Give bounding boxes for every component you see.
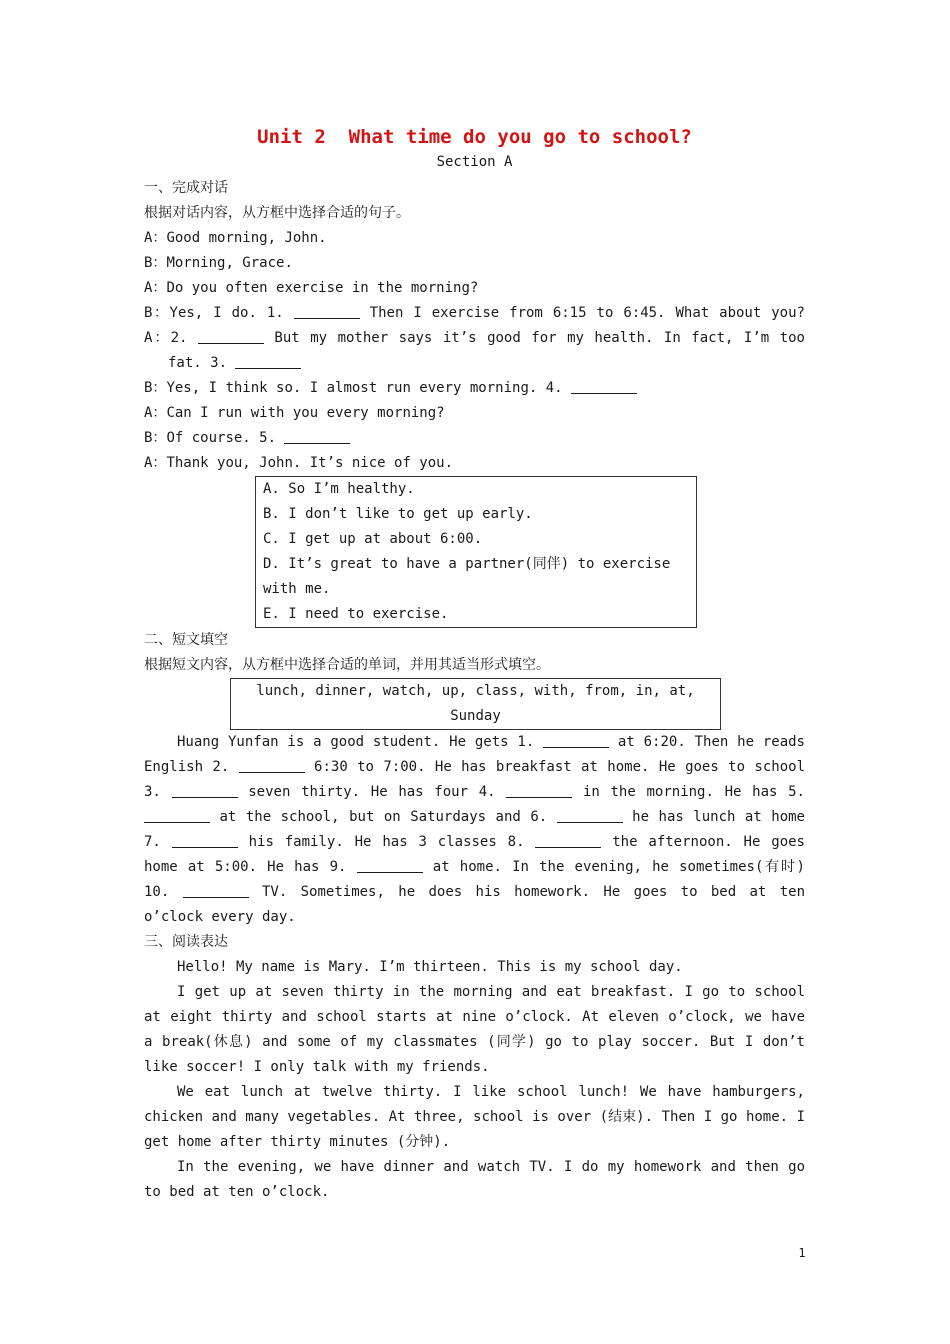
answer-blank[interactable]	[357, 858, 423, 873]
word-bank-line: Sunday	[450, 708, 501, 724]
part1-instruction: 根据对话内容，从方框中选择合适的句子。	[144, 205, 410, 221]
page-content	[144, 122, 805, 1205]
speaker: B：	[144, 380, 167, 396]
dialogue-text: fat. 3.	[168, 355, 236, 371]
speaker: A：	[144, 230, 167, 246]
passage-line	[144, 755, 805, 780]
answer-blank[interactable]	[144, 808, 210, 823]
passage-text: TV. Sometimes, he does his homework. He goes to bed at ten	[248, 884, 805, 900]
passage-text: at home. In the evening, he sometimes(有时)	[422, 859, 805, 875]
speaker: A：	[144, 405, 167, 421]
dialogue-line	[144, 401, 805, 426]
dialogue-line	[144, 326, 805, 351]
dialogue-text: Thank you, John. It’s nice of you.	[166, 455, 454, 471]
passage-text: 6:30 to 7:00. He has breakfast at home. He goes to school	[304, 759, 805, 775]
answer-blank[interactable]	[294, 304, 360, 319]
part3-heading: 三、阅读表达	[144, 934, 228, 950]
reading-paragraph: Hello! My name is Mary. I’m thirteen. This is my school day.	[177, 959, 683, 975]
answer-blank[interactable]	[235, 354, 301, 369]
option-item: B. I don’t like to get up early.	[263, 506, 533, 522]
passage-text: at the school, but on Saturdays and 6.	[210, 809, 557, 825]
answer-blank[interactable]	[284, 429, 350, 444]
passage-text: English 2.	[144, 759, 239, 775]
speaker: B：	[144, 430, 167, 446]
dialogue-text: Then I exercise from 6:15 to 6:45. What about you?	[359, 305, 805, 321]
reading-paragraph: In the evening, we have dinner and watch TV. I do my homework and then go to bed at ten o’clock.	[144, 1159, 805, 1200]
passage-text: o’clock every day.	[144, 909, 296, 925]
passage-text: in the morning. He has 5.	[572, 784, 805, 800]
answer-blank[interactable]	[571, 379, 637, 394]
part1-heading: 一、完成对话	[144, 180, 228, 196]
passage-line	[144, 880, 805, 905]
answer-blank[interactable]	[557, 808, 623, 823]
passage-text: 3.	[144, 784, 172, 800]
passage-line	[144, 780, 805, 805]
dialogue-line	[144, 301, 805, 326]
reading-paragraph: I get up at seven thirty in the morning and eat breakfast. I go to school at eight thirty and school starts at nine o’clock. At eleven o’clock, we have a break(休息) and some of my classmates (同学) go to play soccer. But I don’t like soccer! I only talk with my friends.	[144, 984, 805, 1075]
passage-text: seven thirty. He has four 4.	[237, 784, 507, 800]
dialogue-text: Of course. 5.	[166, 430, 285, 446]
passage-line	[144, 830, 805, 855]
passage-text: his family. He has 3 classes 8.	[237, 834, 536, 850]
answer-blank[interactable]	[183, 883, 249, 898]
option-item: C. I get up at about 6:00.	[263, 531, 483, 547]
answer-blank[interactable]	[172, 833, 238, 848]
section-subtitle: Section A	[436, 154, 513, 170]
dialogue-line	[144, 426, 805, 451]
passage-line	[144, 730, 805, 755]
part2-heading: 二、短文填空	[144, 632, 228, 648]
dialogue-text: Good morning, John.	[166, 230, 327, 246]
option-item: E. I need to exercise.	[263, 606, 449, 622]
answer-blank[interactable]	[172, 783, 238, 798]
passage-text: the afternoon. He goes	[601, 834, 805, 850]
passage-line	[144, 905, 805, 930]
dialogue-line	[144, 451, 805, 476]
page-number: 1	[798, 1246, 806, 1260]
speaker: A：	[144, 330, 171, 346]
speaker: B：	[144, 255, 167, 271]
option-item: with me.	[263, 581, 331, 597]
answer-blank[interactable]	[506, 783, 572, 798]
dialogue-line	[144, 376, 805, 401]
answer-blank[interactable]	[543, 733, 609, 748]
passage-text: he has lunch at home	[622, 809, 805, 825]
dialogue-text: But my mother says it’s good for my health. In fact, I’m too	[263, 330, 805, 346]
dialogue-text: Yes, I think so. I almost run every morning. 4.	[166, 380, 572, 396]
dialogue-line	[144, 251, 805, 276]
passage-text: 10.	[144, 884, 183, 900]
options-box	[255, 476, 697, 628]
option-item: A. So I’m healthy.	[263, 481, 415, 497]
passage-text: home at 5:00. He has 9.	[144, 859, 357, 875]
dialogue-text: 2.	[170, 330, 198, 346]
speaker: A：	[144, 455, 167, 471]
dialogue-text: Morning, Grace.	[166, 255, 293, 271]
answer-blank[interactable]	[535, 833, 601, 848]
page-title: Unit 2 What time do you go to school?	[257, 126, 692, 148]
dialogue-text: Can I run with you every morning?	[166, 405, 445, 421]
passage-line	[144, 805, 805, 830]
speaker: B：	[144, 305, 170, 321]
passage-text: at 6:20. Then he reads	[609, 734, 805, 750]
passage-text: 7.	[144, 834, 172, 850]
dialogue-text: Yes, I do. 1.	[169, 305, 294, 321]
word-bank-line: lunch, dinner, watch, up, class, with, from, in, at,	[256, 683, 695, 699]
passage-text: Huang Yunfan is a good student. He gets 1.	[177, 734, 544, 750]
dialogue-text: Do you often exercise in the morning?	[166, 280, 479, 296]
word-bank-box	[230, 678, 721, 730]
dialogue-line	[144, 276, 805, 301]
dialogue-line	[144, 226, 805, 251]
answer-blank[interactable]	[198, 329, 264, 344]
part2-instruction: 根据短文内容，从方框中选择合适的单词，并用其适当形式填空。	[144, 657, 550, 673]
speaker: A：	[144, 280, 167, 296]
option-item: D. It’s great to have a partner(同伴) to exercise	[263, 556, 671, 572]
reading-paragraph: We eat lunch at twelve thirty. I like school lunch! We have hamburgers, chicken and many vegetables. At three, school is over (结束). Then I go home. I get home after thirty minutes (分钟).	[144, 1084, 805, 1150]
answer-blank[interactable]	[239, 758, 305, 773]
passage-line	[144, 855, 805, 880]
dialogue-line	[144, 351, 805, 376]
